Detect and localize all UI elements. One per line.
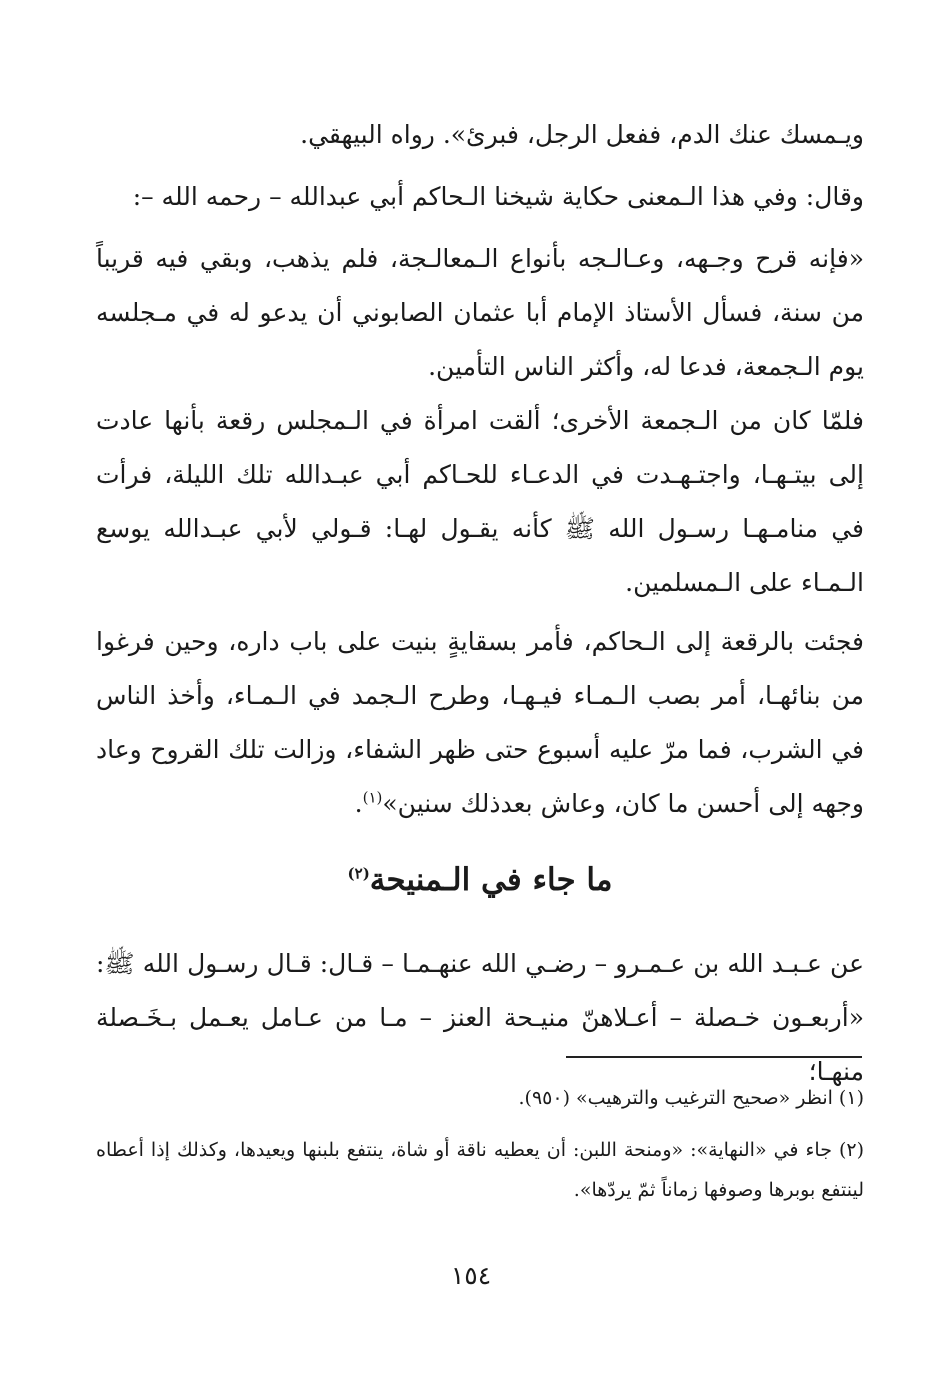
paragraph-3-text: «فإنه قرح وجـهه، وعـالـجه بأنواع الـمعالـجة، فلم يذهب، وبقي فيه قريباً من سنة، فسأل الأستاذ الإمام أبا عثمان الصابوني أن يدعو له في مـجلسه يوم الـجمعة، فدعا له، وأكثر الناس التأمين. — [96, 244, 864, 381]
paragraph-1-text: ويـمسك عنك الدم، ففعل الرجل، فبرئ». رواه البيهقي. — [300, 120, 864, 149]
paragraph-4-text: فلمّا كان من الـجمعة الأخرى؛ ألقت امرأة في الـمجلس رقعة بأنها عادت إلى بيتـهـا، واجتـهـدت في الدعـاء للحـاكم أبي عبـدالله تلك الليلة، فرأت في منامـهـا رسـول الله ﷺ كأنه يقـول لهـا: قـولي لأبي عبـدالله يوسع الـمـاء على الـمسلمين. — [96, 406, 864, 597]
footnote-2: (٢) جاء في «النهاية»: «ومنحة اللبن: أن يعطيه ناقة أو شاة، ينتفع بلبنها ويعيدها، وكذلك إذا أعطاه لينتفع بوبرها وصوفها زماناً ثمّ يردّها». — [96, 1139, 864, 1201]
section-heading — [96, 850, 864, 910]
footnote-marker-1: (١) — [362, 788, 383, 807]
paragraph-4 — [96, 394, 864, 610]
paragraph-2 — [96, 170, 864, 224]
footnote-1: (١) انظر «صحيح الترغيب والترهيب» (٩٥٠). — [518, 1087, 864, 1109]
paragraph-5-body — [96, 615, 864, 831]
paragraph-3 — [96, 232, 864, 394]
paragraph-hadith-text: عن عـبـد الله بن عـمـرو – رضـي الله عنهـمـا – قـال: قـال رسـول الله ﷺ: «أربعـون خـصلة – أعـلاهنّ منيـحة العنز – مـا من عـامل يعـمل بـخَـصلة منهـا؛ — [96, 949, 864, 1086]
paragraph-hadith — [96, 937, 864, 1099]
page-number: ١٥٤ — [450, 1261, 492, 1290]
paragraph-5-text: فجئت بالرقعة إلى الـحاكم، فأمر بسقايةٍ بنيت على باب داره، وحين فرغوا من بنائهـا، أمر بصب الـمـاء فيـهـا، وطرح الـجمد في الـمـاء، وأخذ الناس في الشرب، فما مرّ عليه أسبوع حتى ظهر الشفاء، وزالت تلك القروح وعاد وجهه إلى أحسن ما كان، وعاش بعدذلك سنين» — [96, 627, 864, 818]
paragraph-1 — [96, 108, 864, 162]
section-heading-text: ما جاء في الـمنيحة — [369, 862, 613, 898]
paragraph-2-text: وقال: وفي هذا الـمعنى حكاية شيخنا الـحاكم أبي عبدالله – رحمه الله –: — [132, 182, 864, 211]
footnote-marker-2: (٢) — [347, 864, 370, 883]
paragraph-5-tail: . — [354, 789, 363, 818]
footnote-separator — [566, 1056, 862, 1058]
paragraph-5 — [96, 615, 864, 831]
